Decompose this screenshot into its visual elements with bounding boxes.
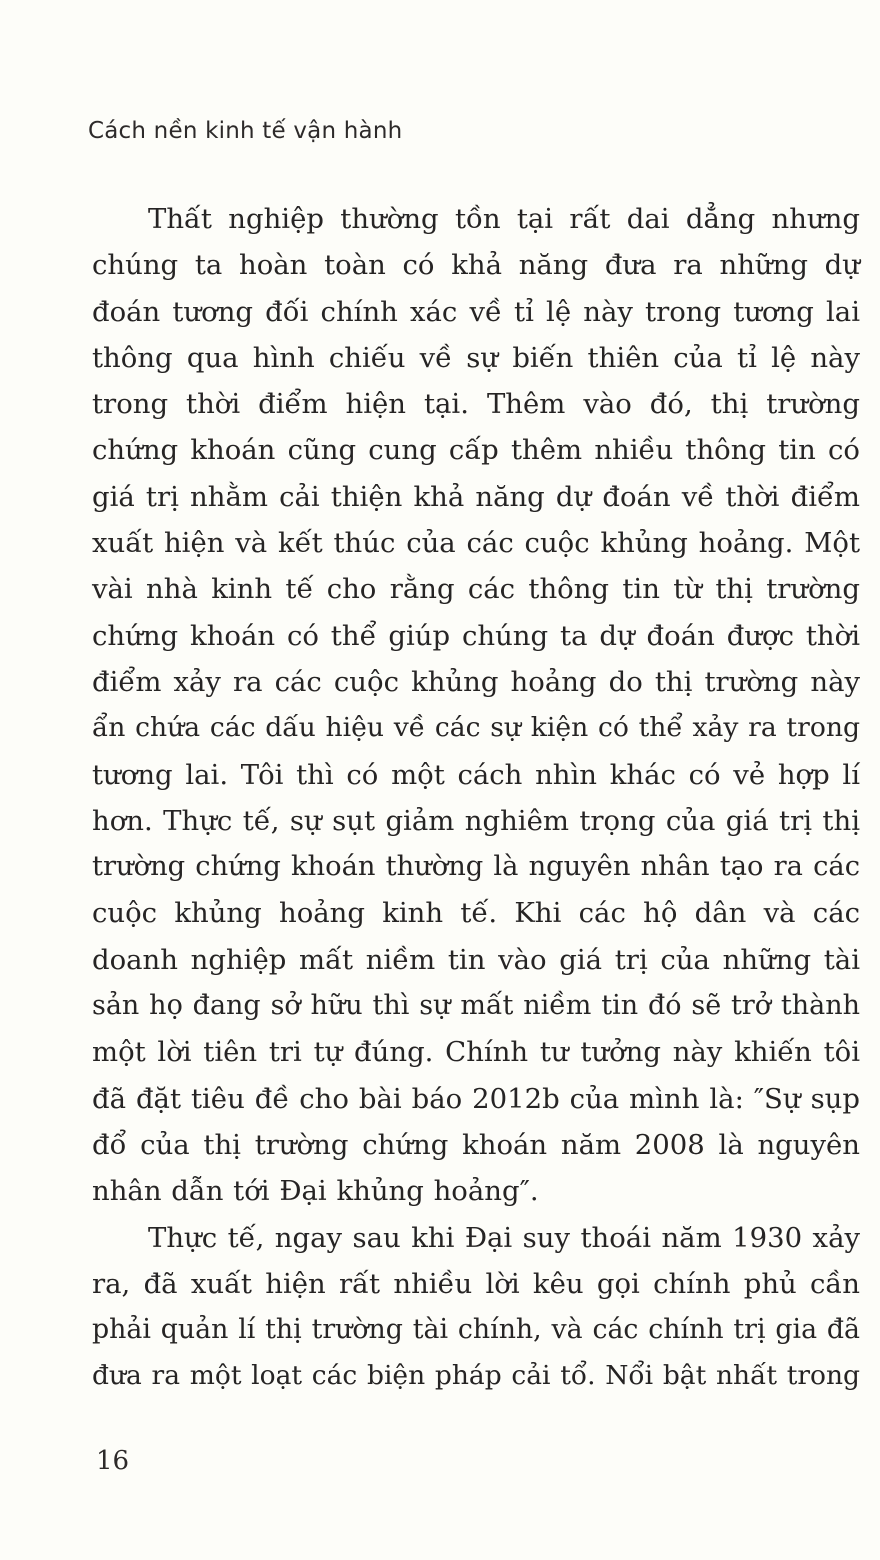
text-line: đưa ra một loạt các biện pháp cải tổ. Nổi bật nhất trong [92, 1360, 860, 1392]
text-line: giá trị nhằm cải thiện khả năng dự đoán về thời điểm [92, 480, 860, 513]
text-line: ẩn chứa các dấu hiệu về các sự kiện có thể xảy ra trong [92, 712, 860, 744]
paragraph-1 [92, 196, 860, 1215]
text-line: đoán tương đối chính xác về tỉ lệ này trong tương lai [92, 295, 860, 328]
paragraph-2 [92, 1215, 860, 1400]
text-line: doanh nghiệp mất niềm tin vào giá trị của những tài [92, 943, 860, 976]
text-line: Thực tế, ngay sau khi Đại suy thoái năm 1930 xảy [148, 1221, 860, 1254]
text-line: điểm xảy ra các cuộc khủng hoảng do thị trường này [92, 665, 860, 698]
text-line: thông qua hình chiếu về sự biến thiên của tỉ lệ này [92, 341, 860, 374]
body-text [92, 196, 860, 1400]
text-line: sản họ đang sở hữu thì sự mất niềm tin đó sẽ trở thành [92, 990, 860, 1022]
text-line: phải quản lí thị trường tài chính, và các chính trị gia đã [92, 1314, 860, 1346]
text-line: Thất nghiệp thường tồn tại rất dai dẳng nhưng [148, 203, 860, 235]
text-line: đổ của thị trường chứng khoán năm 2008 là nguyên [92, 1128, 860, 1161]
page-number: 16 [96, 1446, 130, 1476]
text-line: chúng ta hoàn toàn có khả năng đưa ra những dự [92, 249, 860, 282]
text-line: đã đặt tiêu đề cho bài báo 2012b của mình là: ″Sự sụp [92, 1082, 860, 1115]
running-header: Cách nền kinh tế vận hành [88, 118, 403, 144]
text-line: vài nhà kinh tế cho rằng các thông tin từ thị trường [92, 573, 860, 606]
text-line: cuộc khủng hoảng kinh tế. Khi các hộ dân và các [92, 897, 860, 930]
text-line: nhân dẫn tới Đại khủng hoảng″. [92, 1175, 539, 1208]
text-line: xuất hiện và kết thúc của các cuộc khủng hoảng. Một [92, 527, 860, 560]
text-line: trong thời điểm hiện tại. Thêm vào đó, thị trường [92, 388, 860, 421]
text-line: ra, đã xuất hiện rất nhiều lời kêu gọi chính phủ cần [92, 1267, 860, 1300]
text-line: tương lai. Tôi thì có một cách nhìn khác có vẻ hợp lí [92, 758, 860, 791]
text-line: trường chứng khoán thường là nguyên nhân tạo ra các [92, 851, 860, 883]
text-line: hơn. Thực tế, sự sụt giảm nghiêm trọng của giá trị thị [92, 804, 860, 837]
text-line: chứng khoán cũng cung cấp thêm nhiều thông tin có [92, 434, 860, 467]
text-line: chứng khoán có thể giúp chúng ta dự đoán được thời [92, 619, 860, 652]
text-line: một lời tiên tri tự đúng. Chính tư tưởng này khiến tôi [92, 1036, 860, 1069]
